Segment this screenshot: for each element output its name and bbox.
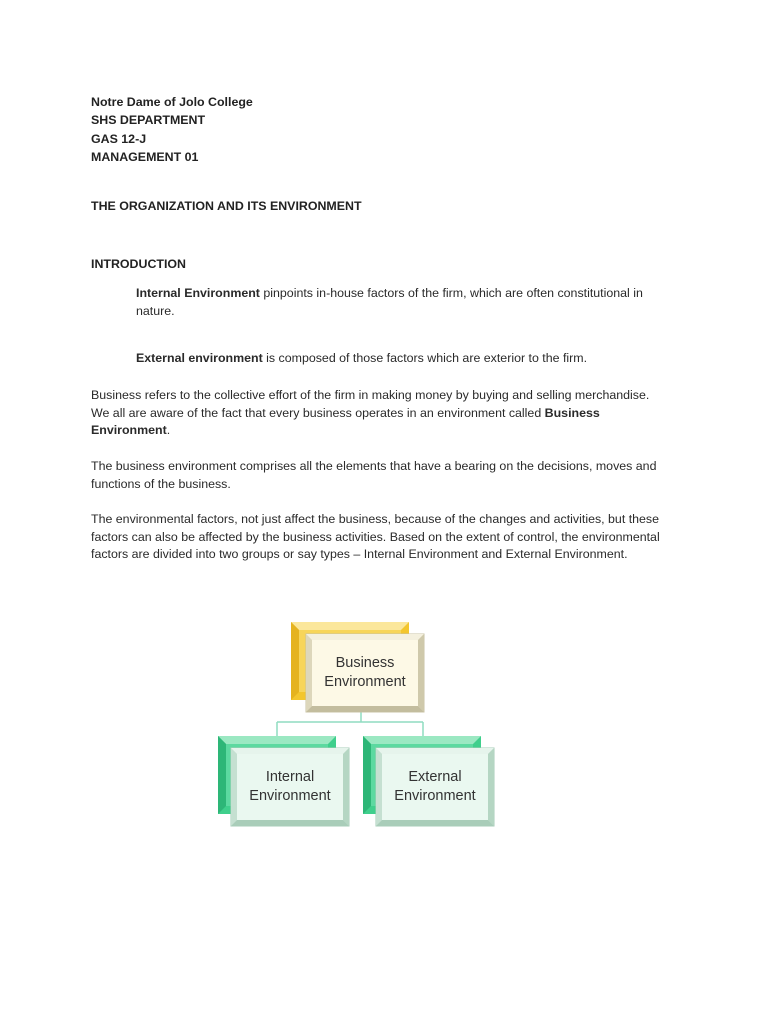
internal-def-line-2: nature.: [136, 303, 175, 318]
subject-name: MANAGEMENT 01: [91, 150, 199, 164]
paragraph-line: Environment.: [91, 423, 171, 438]
school-name: Notre Dame of Jolo College: [91, 95, 253, 109]
paragraph-line: Business refers to the collective effort of the firm in making money by buying and selling merchandise.: [91, 388, 650, 402]
external-environment-term: External environment: [136, 351, 263, 365]
external-def-line: External environment is composed of those factors which are exterior to the firm.: [136, 351, 588, 365]
paragraph-line: We all are aware of the fact that every business operates in an environment called Business: [91, 405, 600, 420]
document-title: THE ORGANIZATION AND ITS ENVIRONMENT: [91, 199, 362, 213]
business-environment-label: Business Environment: [324, 655, 406, 690]
department-name: SHS DEPARTMENT: [91, 113, 206, 127]
section-name: GAS 12-J: [91, 132, 147, 146]
paragraph-line: The environmental factors, not just affect the business, because of the changes and activities, but these: [91, 512, 660, 526]
paragraph-line: factors can also be affected by the business activities. Based on the extent of control, the environmental: [91, 529, 660, 544]
external-environment-label: External Environment: [394, 769, 476, 804]
connector-lines: [277, 711, 423, 737]
internal-def-line-1: Internal Environment pinpoints in-house factors of the firm, which are often constitutional in: [136, 286, 643, 300]
internal-environment-label: Internal Environment: [249, 769, 331, 804]
paragraph-line: functions of the business.: [91, 476, 231, 491]
internal-environment-term: Internal Environment: [136, 286, 260, 300]
paragraph-line: The business environment comprises all the elements that have a bearing on the decisions, moves and: [91, 459, 657, 473]
introduction-heading: INTRODUCTION: [91, 257, 186, 271]
paragraph-line: factors are divided into two groups or say types – Internal Environment and External Environment.: [91, 547, 628, 562]
business-environment-term: Business: [544, 405, 600, 420]
